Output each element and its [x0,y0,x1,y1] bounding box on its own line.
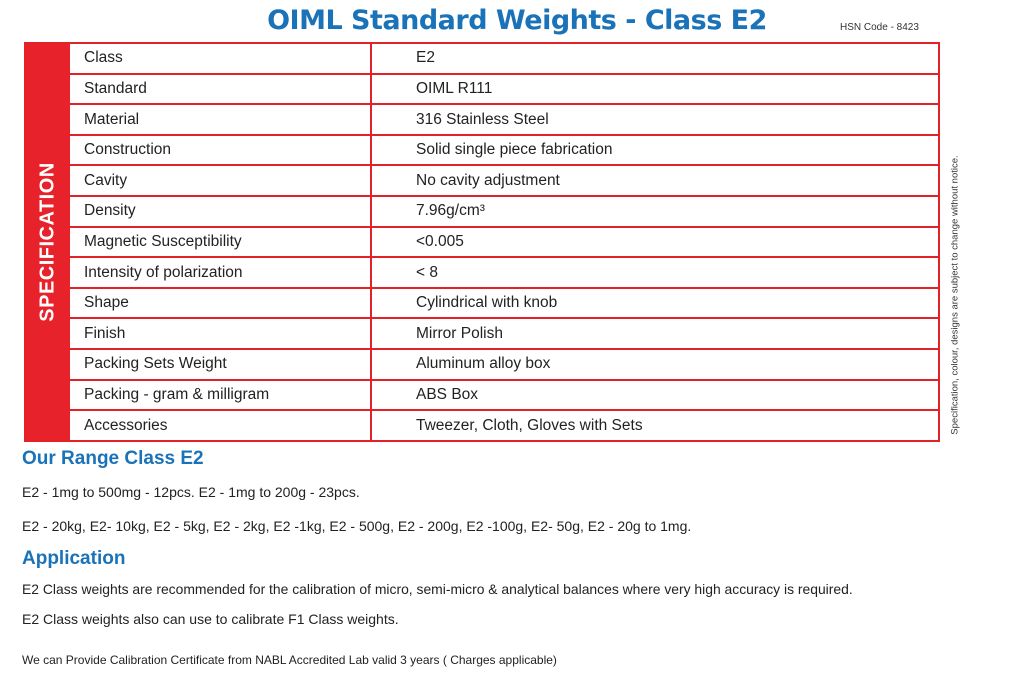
spec-row [70,381,938,412]
spec-value: <0.005 [416,232,464,250]
spec-label: Accessories [70,411,372,440]
spec-value: 7.96g/cm³ [416,202,485,220]
spec-label: Cavity [70,166,372,195]
spec-value: Cylindrical with knob [416,294,558,312]
spec-value: ABS Box [416,386,479,403]
specification-label: SPECIFICATION [36,162,59,322]
spec-row [70,228,938,259]
spec-row [70,319,938,350]
spec-label: Magnetic Susceptibility [70,228,372,257]
calibration-note: We can Provide Calibration Certificate from NABL Accredited Lab valid 3 years ( Charges applicable) [22,653,557,667]
spec-label: Shape [70,289,372,318]
spec-row [70,44,938,75]
spec-row [70,350,938,381]
spec-label: Standard [70,75,372,104]
specification-table [24,42,940,442]
spec-label: Density [70,197,372,226]
spec-row [70,136,938,167]
spec-label: Material [70,105,372,134]
range-line-1: E2 - 1mg to 500mg - 12pcs. E2 - 1mg to 200g - 23pcs. [22,484,360,500]
application-line-2: E2 Class weights also can use to calibrate F1 Class weights. [22,611,399,627]
application-line-1: E2 Class weights are recommended for the calibration of micro, semi-micro & analytical balances where very high accuracy is required. [22,581,853,597]
range-line-2: E2 - 20kg, E2- 10kg, E2 - 5kg, E2 - 2kg, E2 -1kg, E2 - 500g, E2 - 200g, E2 -100g, E2- 50g, E2 - 20g to 1mg. [22,518,692,534]
specification-band [26,44,70,440]
spec-label: Intensity of polarization [70,258,372,287]
spec-value: < 8 [416,263,438,281]
spec-row [70,289,938,320]
spec-row [70,411,938,440]
spec-label: Packing - gram & milligram [70,381,372,410]
spec-value: 316 Stainless Steel [416,110,549,128]
spec-label: Class [70,44,372,73]
spec-value: E2 [416,49,435,67]
spec-value: OIML R111 [416,79,493,97]
spec-label: Construction [70,136,372,165]
range-heading: Our Range Class E2 [22,448,204,469]
spec-row [70,105,938,136]
spec-label: Finish [70,319,372,348]
spec-row [70,258,938,289]
spec-label: Packing Sets Weight [70,350,372,379]
spec-value: Aluminum alloy box [416,355,551,373]
spec-row [70,197,938,228]
spec-value: No cavity adjustment [416,171,560,189]
spec-value: Solid single piece fabrication [416,141,613,159]
page-title: OIML Standard Weights - Class E2 [267,5,767,36]
spec-value: Tweezer, Cloth, Gloves with Sets [416,416,643,434]
disclaimer-note: Specification, colour, designs are subject to change without notice. [949,155,961,435]
application-heading: Application [22,548,126,569]
spec-row [70,75,938,106]
spec-row [70,166,938,197]
hsn-code: HSN Code - 8423 [840,22,919,33]
spec-value: Mirror Polish [416,324,503,342]
